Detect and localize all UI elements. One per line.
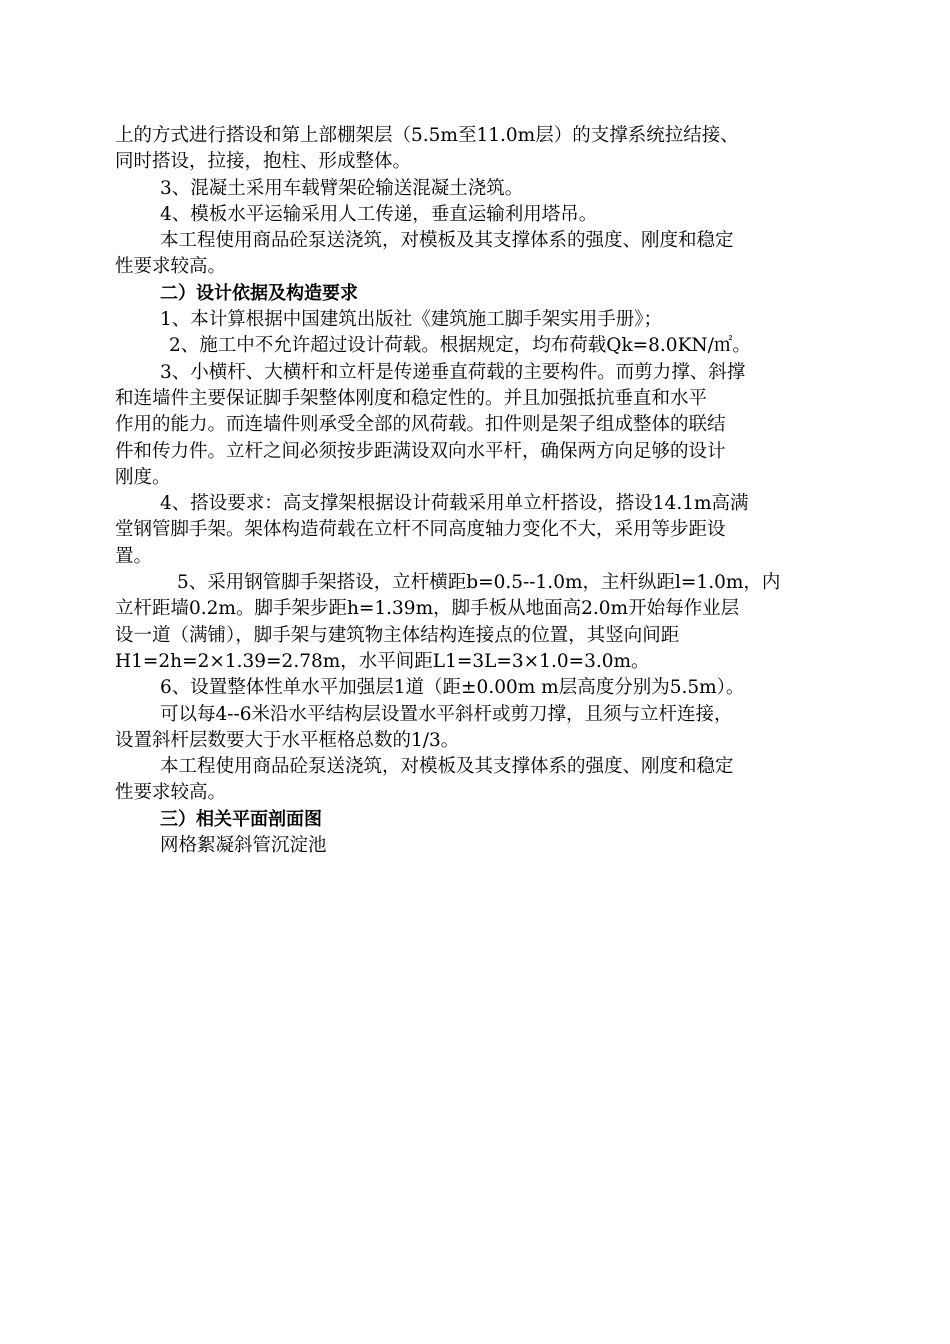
paragraph-line: 可以每4--6米沿水平结构层设置水平斜杆或剪刀撑，且须与立杆连接， bbox=[160, 703, 733, 725]
paragraph-line: 性要求较高。 bbox=[115, 782, 227, 804]
paragraph-line: 本工程使用商品砼泵送浇筑，对模板及其支撑体系的强度、刚度和稳定 bbox=[160, 230, 734, 252]
paragraph-line: 网格絮凝斜管沉淀池 bbox=[160, 835, 327, 857]
paragraph-line: H1=2h=2×1.39=2.78m，水平间距L1=3L=3×1.0=3.0m。 bbox=[115, 650, 650, 672]
paragraph-line: 立杆距墙0.2m。脚手架步距h=1.39m，脚手板从地面高2.0m开始每作业层 bbox=[115, 598, 740, 620]
paragraph-line: 作用的能力。而连墙件则承受全部的风荷载。扣件则是架子组成整体的联结 bbox=[115, 414, 726, 436]
paragraph-line: 件和传力件。立杆之间必须按步距满设双向水平杆，确保两方向足够的设计 bbox=[115, 440, 726, 462]
section-heading: 二）设计依据及构造要求 bbox=[160, 282, 358, 304]
paragraph-line: 设一道（满铺），脚手架与建筑物主体结构连接点的位置，其竖向间距 bbox=[115, 624, 680, 646]
document-body bbox=[115, 123, 840, 859]
paragraph-line: 置。 bbox=[115, 545, 153, 567]
paragraph-line: 6、设置整体性单水平加强层1道（距±0.00m m层高度分别为5.5m）。 bbox=[160, 677, 745, 699]
paragraph-line: 和连墙件主要保证脚手架整体刚度和稳定性的。并且加强抵抗垂直和水平 bbox=[115, 387, 708, 409]
paragraph-line: 刚度。 bbox=[115, 466, 171, 488]
section-heading: 三）相关平面剖面图 bbox=[160, 808, 322, 830]
paragraph-line: 5、采用钢管脚手架搭设，立杆横距b=0.5--1.0m，主杆纵距l=1.0m，内 bbox=[177, 572, 781, 594]
paragraph-line: 2、施工中不允许超过设计荷载。根据规定，均布荷载Qk=8.0KN/㎡。 bbox=[169, 335, 751, 357]
paragraph-line: 3、小横杆、大横杆和立杆是传递垂直荷载的主要构件。而剪力撑、斜撑 bbox=[160, 361, 746, 383]
paragraph-line: 3、混凝土采用车载臂架砼输送混凝土浇筑。 bbox=[160, 177, 524, 199]
paragraph-line: 同时搭设，拉接，抱柱、形成整体。 bbox=[115, 151, 412, 173]
paragraph-line: 设置斜杆层数要大于水平框格总数的1/3。 bbox=[115, 729, 460, 751]
paragraph-line: 性要求较高。 bbox=[115, 256, 227, 278]
paragraph-line: 4、搭设要求：高支撑架根据设计荷载采用单立杆搭设，搭设14.1m高满 bbox=[160, 493, 749, 515]
paragraph-line: 堂钢管脚手架。架体构造荷载在立杆不同高度轴力变化不大，采用等步距设 bbox=[115, 519, 726, 541]
paragraph-line: 1、本计算根据中国建筑出版社《建筑施工脚手架实用手册》； bbox=[160, 309, 663, 331]
paragraph-line: 上的方式进行搭设和第上部棚架层（5.5m至11.0m层）的支撑系统拉结接、 bbox=[115, 125, 739, 146]
paragraph-line: 4、模板水平运输采用人工传递，垂直运输利用塔吊。 bbox=[160, 203, 598, 225]
paragraph-line: 本工程使用商品砼泵送浇筑，对模板及其支撑体系的强度、刚度和稳定 bbox=[160, 756, 734, 778]
